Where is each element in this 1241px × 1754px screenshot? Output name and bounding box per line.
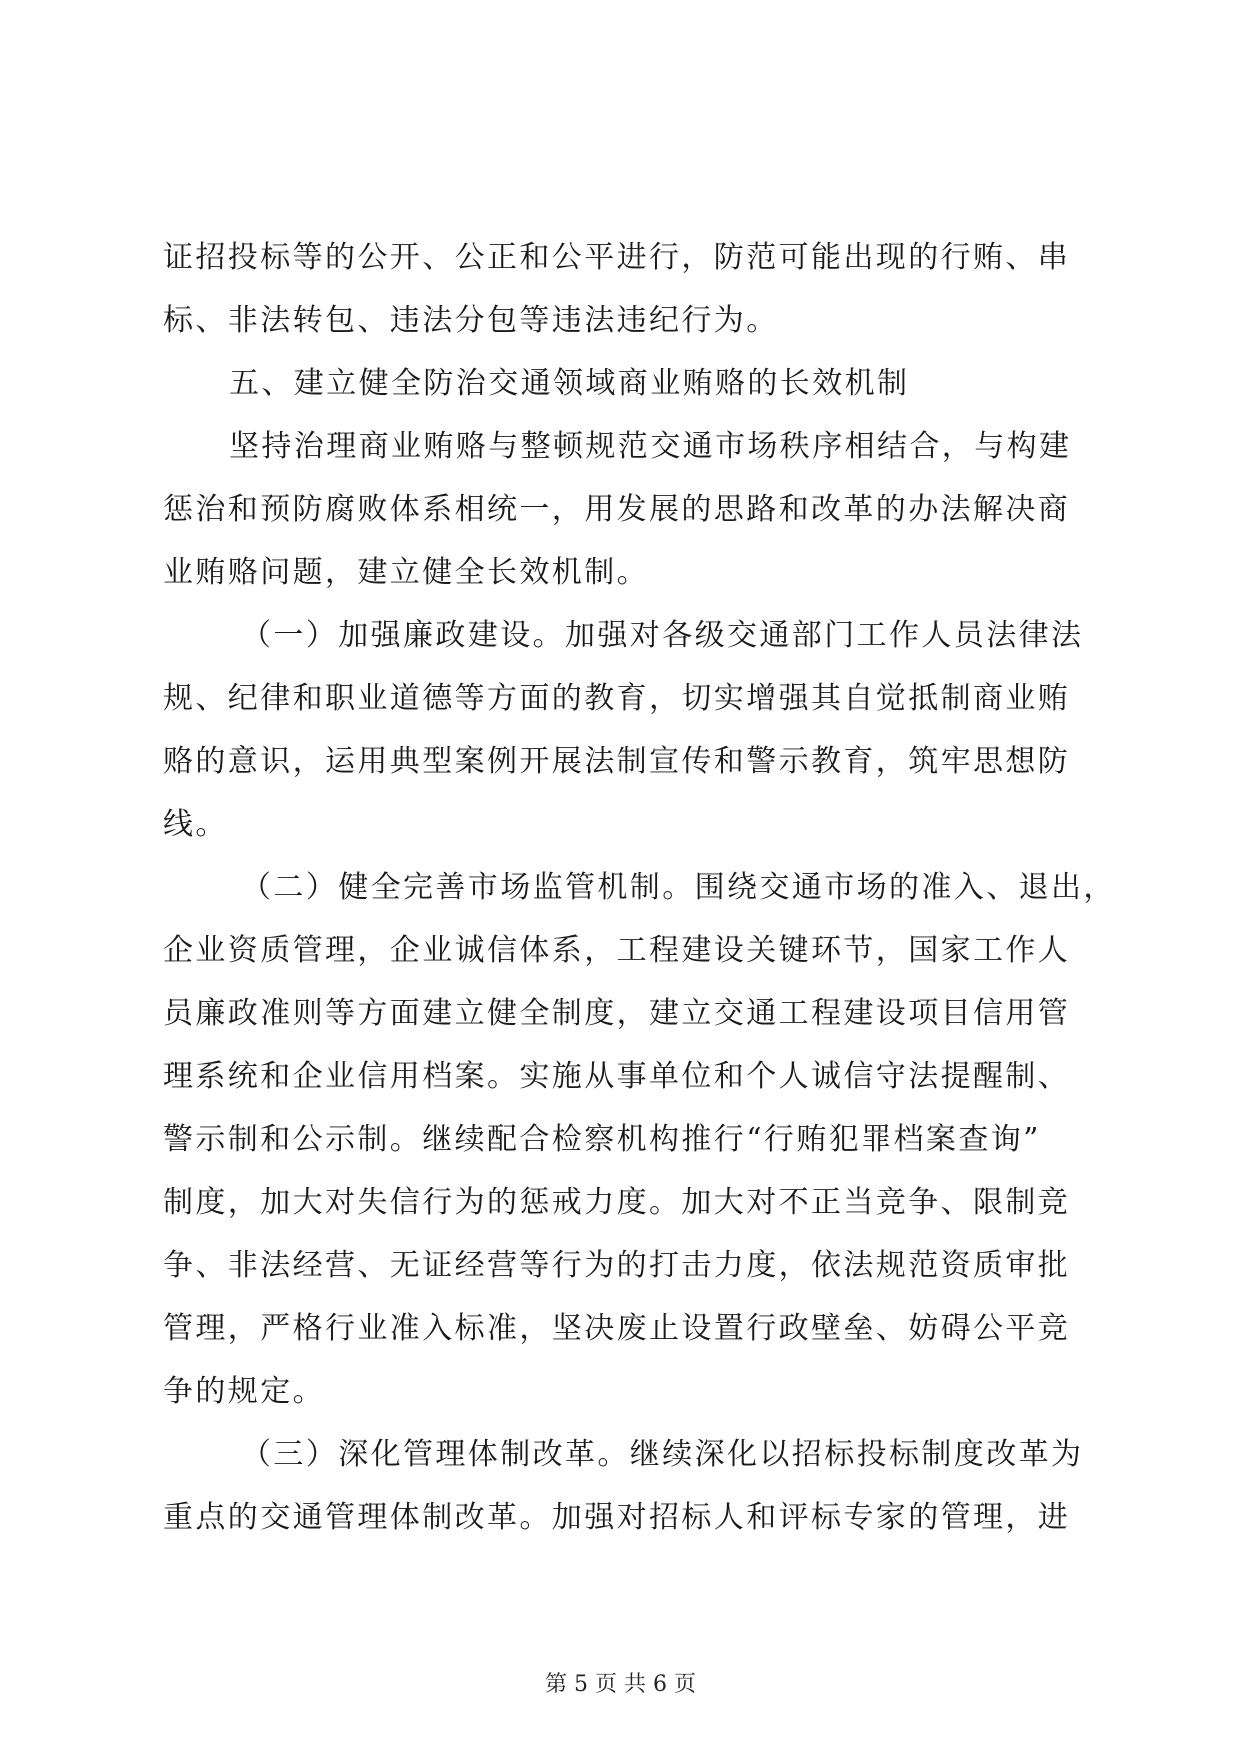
- text-line: 重点的交通管理体制改革。加强对招标人和评标专家的管理，进: [163, 1500, 1071, 1535]
- text-line: 惩治和预防腐败体系相统一，用发展的思路和改革的办法解决商: [163, 492, 1071, 527]
- text-line: 争的规定。: [163, 1374, 325, 1409]
- text-line: 规、纪律和职业道德等方面的教育，切实增强其自觉抵制商业贿: [163, 681, 1071, 716]
- text-line: 争、非法经营、无证经营等行为的打击力度，依法规范资质审批: [163, 1248, 1071, 1283]
- document-body: [163, 226, 1116, 1549]
- text-line: （一）加强廉政建设。加强对各级交通部门工作人员法律法: [241, 618, 1084, 653]
- text-line: 理系统和企业信用档案。实施从事单位和个人诚信守法提醒制、: [163, 1059, 1071, 1094]
- text-line: 制度，加大对失信行为的惩戒力度。加大对不正当竞争、限制竞: [163, 1185, 1071, 1220]
- page-footer: 第 5 页 共 6 页: [545, 1672, 696, 1697]
- text-line: 标、非法转包、违法分包等违法违纪行为。: [163, 303, 779, 338]
- text-line: （二）健全完善市场监管机制。围绕交通市场的准入、退出，: [241, 870, 1116, 905]
- text-line: 员廉政准则等方面建立健全制度，建立交通工程建设项目信用管: [163, 996, 1071, 1031]
- text-line: 警示制和公示制。继续配合检察机构推行“行贿犯罪档案查询”: [163, 1122, 1041, 1157]
- text-line: 坚持治理商业贿赂与整顿规范交通市场秩序相结合，与构建: [229, 429, 1072, 464]
- text-line: 赂的意识，运用典型案例开展法制宣传和警示教育，筑牢思想防: [163, 744, 1071, 779]
- text-line: 证招投标等的公开、公正和公平进行，防范可能出现的行贿、串: [163, 240, 1071, 275]
- text-line: 线。: [163, 807, 228, 842]
- text-line: 管理，严格行业准入标准，坚决废止设置行政壁垒、妨碍公平竞: [163, 1311, 1071, 1346]
- text-line: 企业资质管理，企业诚信体系，工程建设关键环节，国家工作人: [163, 933, 1071, 968]
- text-line: 五、建立健全防治交通领域商业贿赂的长效机制: [229, 366, 910, 401]
- text-line: 业贿赂问题，建立健全长效机制。: [163, 555, 649, 590]
- text-line: （三）深化管理体制改革。继续深化以招标投标制度改革为: [241, 1437, 1084, 1472]
